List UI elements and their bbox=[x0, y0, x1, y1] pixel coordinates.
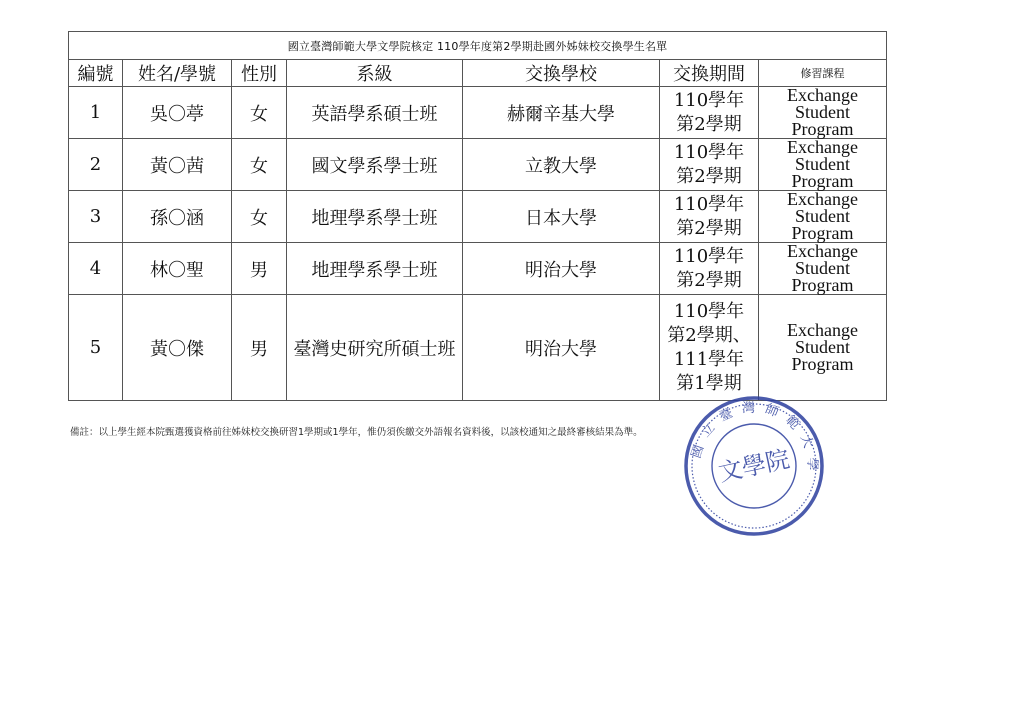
header-name: 姓名/學號 bbox=[123, 60, 232, 87]
cell-course: Exchange Student Program bbox=[759, 191, 887, 243]
cell-period: 110學年 第2學期 bbox=[660, 139, 759, 191]
header-no: 編號 bbox=[69, 60, 123, 87]
exchange-student-table bbox=[68, 31, 887, 401]
header-course: 修習課程 bbox=[759, 60, 887, 87]
cell-school: 立教大學 bbox=[463, 139, 660, 191]
cell-name: 黃〇傑 bbox=[123, 295, 232, 401]
cell-department: 英語學系碩士班 bbox=[287, 87, 463, 139]
cell-gender: 女 bbox=[232, 139, 287, 191]
header-period: 交換期間 bbox=[660, 60, 759, 87]
cell-period: 110學年 第2學期、 111學年 第1學期 bbox=[660, 295, 759, 401]
cell-name: 林〇聖 bbox=[123, 243, 232, 295]
cell-name: 黃〇茜 bbox=[123, 139, 232, 191]
footnote: 備註：以上學生經本院甄選獲資格前往姊妹校交換研習1學期或1學年，惟仍須俟繳交外語報名資料後，以該校通知之最終審核結果為準。 bbox=[70, 427, 643, 438]
cell-course: Exchange Student Program bbox=[759, 87, 887, 139]
cell-period: 110學年 第2學期 bbox=[660, 87, 759, 139]
cell-no: 2 bbox=[69, 139, 123, 191]
cell-school: 赫爾辛基大學 bbox=[463, 87, 660, 139]
cell-department: 國文學系學士班 bbox=[287, 139, 463, 191]
cell-course: Exchange Student Program bbox=[759, 139, 887, 191]
table-row bbox=[69, 139, 887, 191]
table-row bbox=[69, 295, 887, 401]
college-seal-stamp bbox=[682, 394, 826, 538]
cell-period: 110學年 第2學期 bbox=[660, 243, 759, 295]
seal-ring-text: 國立臺灣師範大學 bbox=[688, 400, 820, 480]
cell-gender: 男 bbox=[232, 243, 287, 295]
seal-center-text: 文學院 bbox=[715, 444, 793, 488]
cell-no: 5 bbox=[69, 295, 123, 401]
table-row bbox=[69, 87, 887, 139]
header-department: 系級 bbox=[287, 60, 463, 87]
cell-name: 吳〇葶 bbox=[123, 87, 232, 139]
cell-department: 地理學系學士班 bbox=[287, 243, 463, 295]
cell-school: 明治大學 bbox=[463, 295, 660, 401]
cell-gender: 女 bbox=[232, 87, 287, 139]
cell-course: Exchange Student Program bbox=[759, 243, 887, 295]
cell-school: 明治大學 bbox=[463, 243, 660, 295]
cell-name: 孫〇涵 bbox=[123, 191, 232, 243]
cell-gender: 女 bbox=[232, 191, 287, 243]
header-school: 交換學校 bbox=[463, 60, 660, 87]
cell-no: 3 bbox=[69, 191, 123, 243]
cell-course: Exchange Student Program bbox=[759, 295, 887, 401]
cell-department: 臺灣史研究所碩士班 bbox=[287, 295, 463, 401]
table-row bbox=[69, 191, 887, 243]
header-gender: 性別 bbox=[232, 60, 287, 87]
table-row bbox=[69, 243, 887, 295]
cell-period: 110學年 第2學期 bbox=[660, 191, 759, 243]
table-title: 國立臺灣師範大學文學院核定 110學年度第2學期赴國外姊妹校交換學生名單 bbox=[69, 32, 887, 60]
cell-no: 1 bbox=[69, 87, 123, 139]
cell-no: 4 bbox=[69, 243, 123, 295]
cell-school: 日本大學 bbox=[463, 191, 660, 243]
cell-department: 地理學系學士班 bbox=[287, 191, 463, 243]
cell-gender: 男 bbox=[232, 295, 287, 401]
